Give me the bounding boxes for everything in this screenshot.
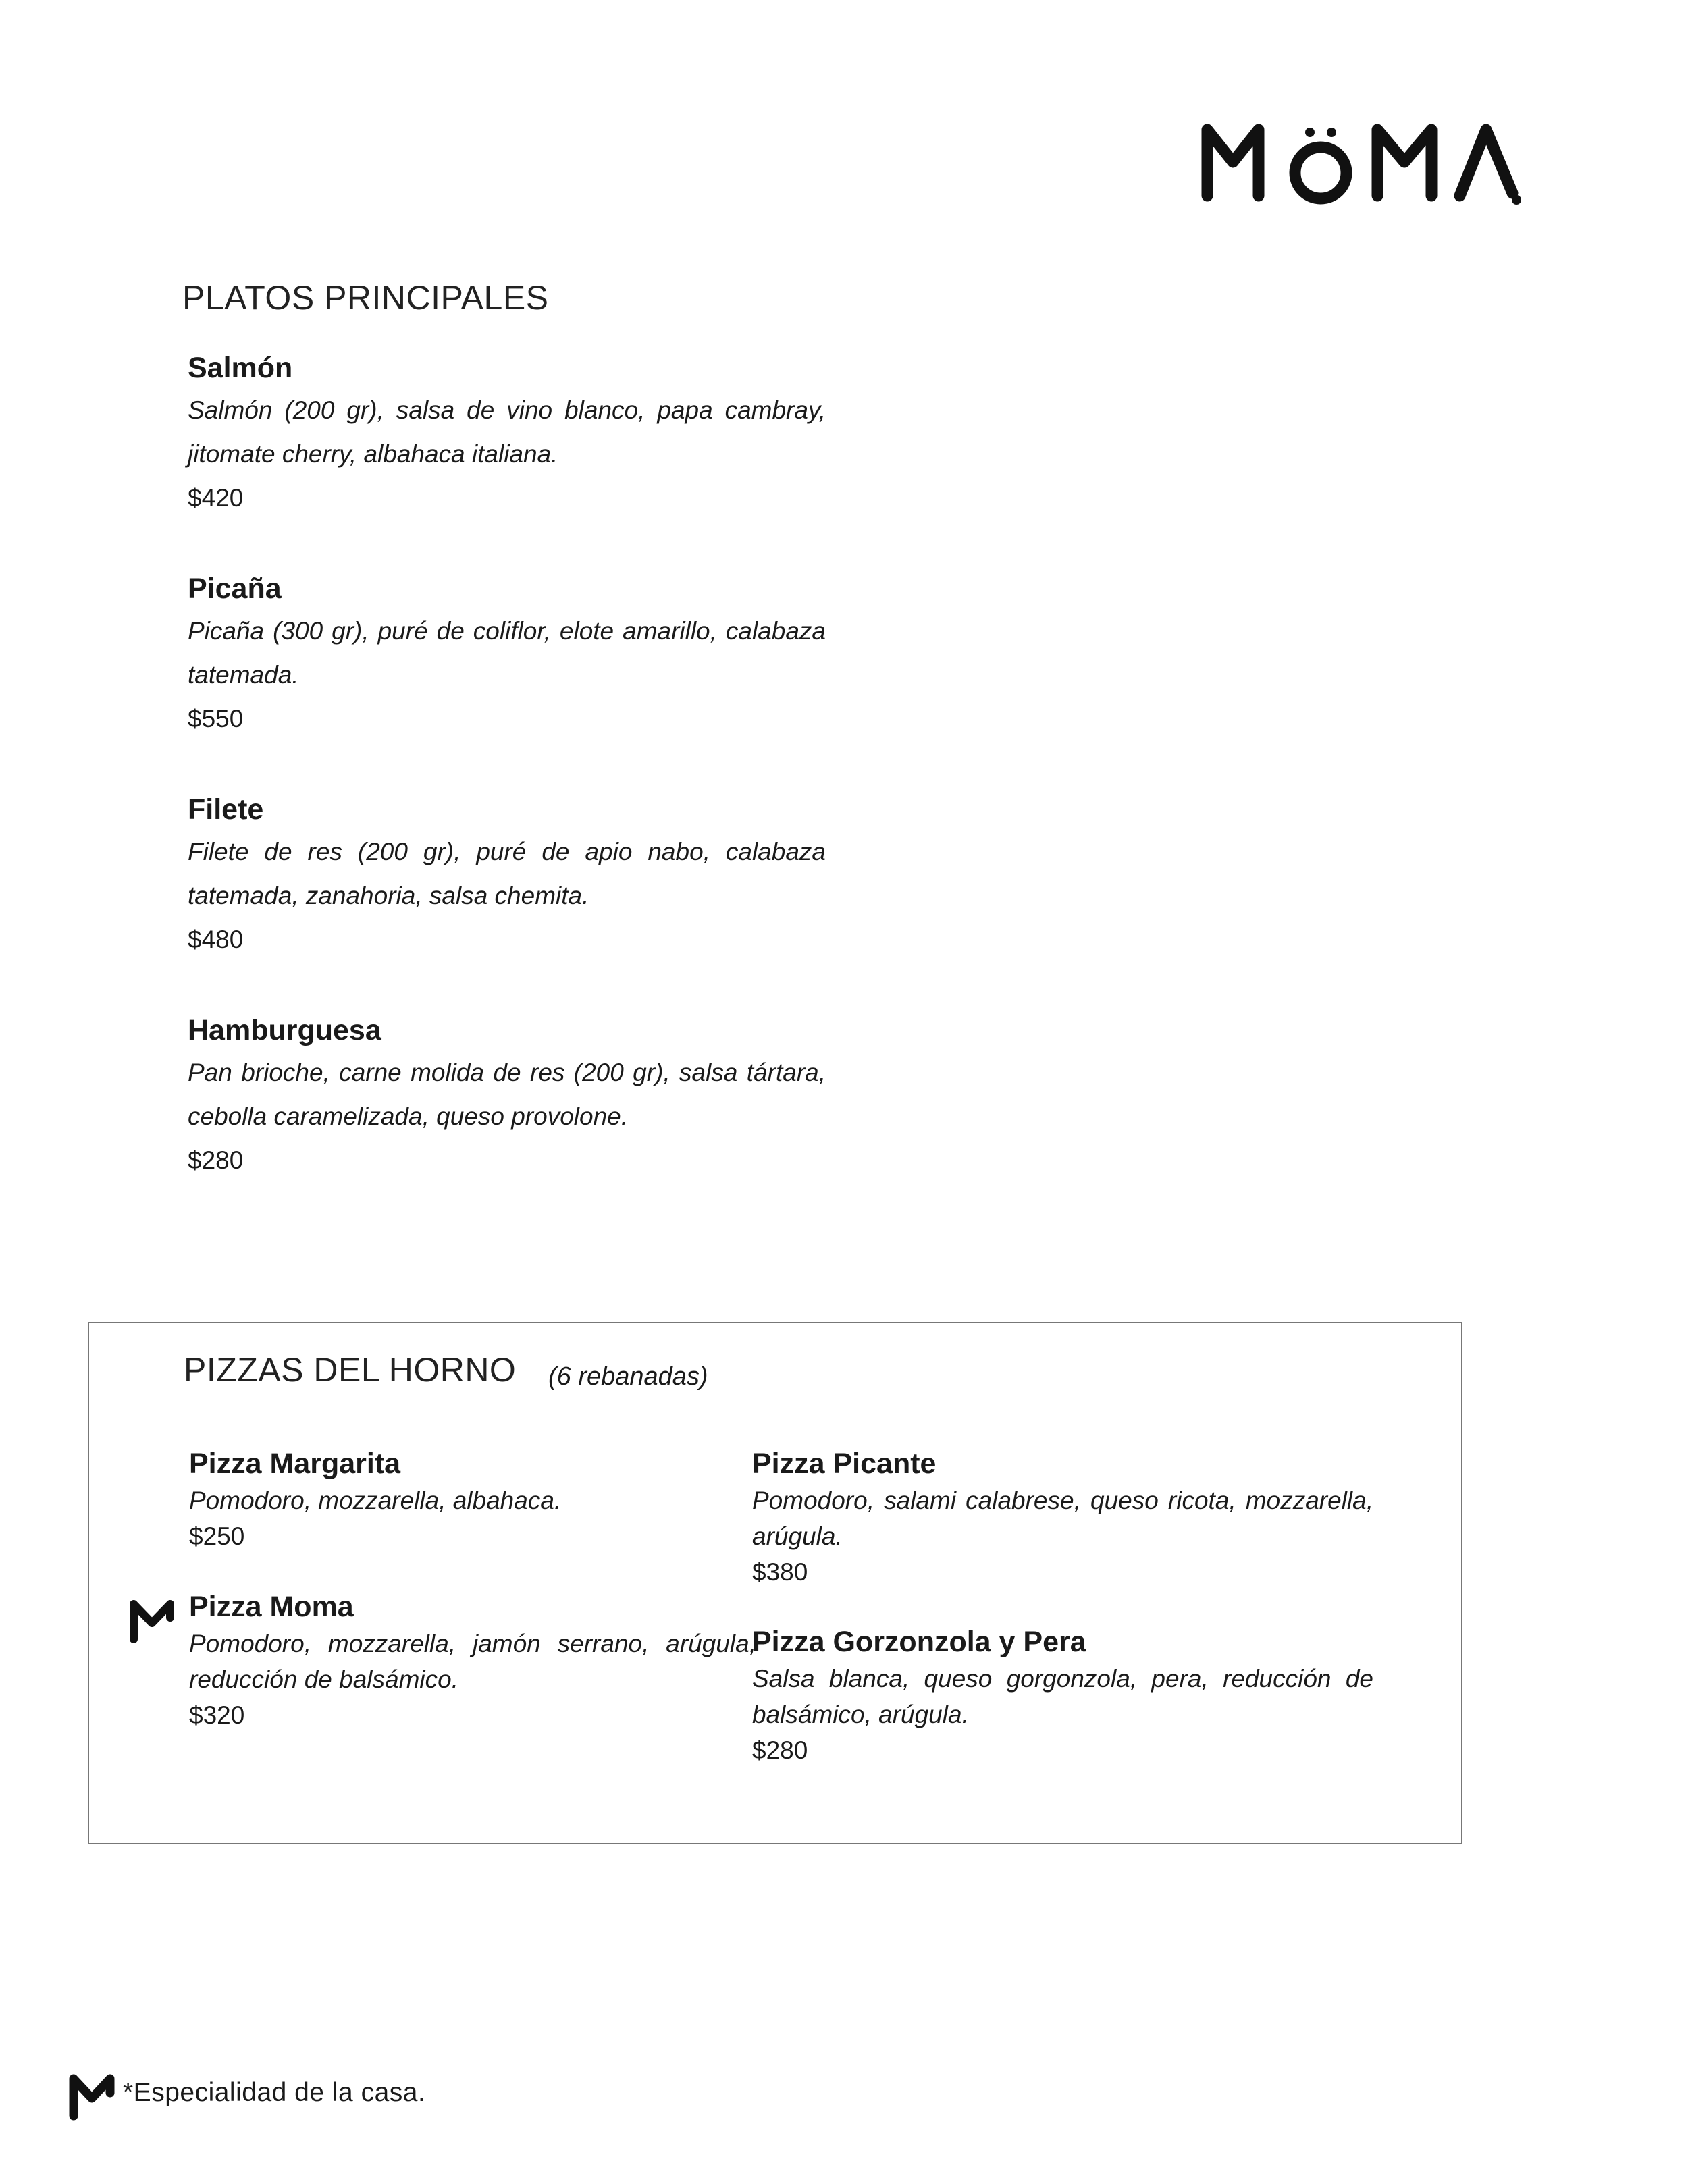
dish-item bbox=[188, 568, 826, 741]
dish-name: Hamburguesa bbox=[188, 1014, 381, 1046]
pizza-price: $250 bbox=[189, 1522, 245, 1550]
dish-description: Pan brioche, carne molida de res (200 gr), salsa tártara, cebolla caramelizada, queso provolone. bbox=[188, 1059, 826, 1130]
pizza-item bbox=[752, 1623, 1373, 1768]
dish-price: $480 bbox=[188, 926, 244, 953]
main-dishes-title: PLATOS PRINCIPALES bbox=[182, 279, 549, 317]
pizza-item bbox=[189, 1445, 810, 1554]
moma-logo bbox=[1201, 120, 1525, 208]
pizza-description: Salsa blanca, queso gorgonzola, pera, reducción de balsámico, arúgula. bbox=[752, 1665, 1373, 1728]
pizza-section bbox=[88, 1322, 1462, 1844]
dish-price: $550 bbox=[188, 705, 244, 733]
dish-name: Picaña bbox=[188, 572, 282, 605]
dish-name: Salmón bbox=[188, 352, 293, 384]
dish-description: Picaña (300 gr), puré de coliflor, elote amarillo, calabaza tatemada. bbox=[188, 617, 826, 689]
dish-price: $420 bbox=[188, 484, 244, 512]
pizza-name: Pizza Gorzonzola y Pera bbox=[752, 1626, 1086, 1658]
pizza-price: $320 bbox=[189, 1701, 245, 1729]
m-monogram-icon bbox=[68, 2073, 116, 2121]
dish-description: Filete de res (200 gr), puré de apio nabo, calabaza tatemada, zanahoria, salsa chemita. bbox=[188, 838, 826, 909]
m-monogram-icon bbox=[128, 1599, 176, 1643]
footer-note: *Especialidad de la casa. bbox=[123, 2078, 426, 2107]
pizza-section-note: (6 rebanadas) bbox=[548, 1362, 708, 1391]
pizza-name: Pizza Moma bbox=[189, 1591, 354, 1623]
pizza-price: $380 bbox=[752, 1558, 808, 1586]
pizza-name: Pizza Picante bbox=[752, 1447, 937, 1480]
pizza-name: Pizza Margarita bbox=[189, 1447, 401, 1480]
dish-item bbox=[188, 789, 826, 961]
pizza-item bbox=[752, 1445, 1373, 1590]
pizza-section-title: PIZZAS DEL HORNO bbox=[184, 1351, 517, 1389]
pizza-price: $280 bbox=[752, 1736, 808, 1764]
pizza-description: Pomodoro, mozzarella, jamón serrano, arúgula, reducción de balsámico. bbox=[189, 1630, 756, 1693]
dish-name: Filete bbox=[188, 793, 264, 826]
pizza-description: Pomodoro, mozzarella, albahaca. bbox=[189, 1487, 562, 1514]
dish-price: $280 bbox=[188, 1146, 244, 1174]
dish-item bbox=[188, 1010, 826, 1182]
dish-description: Salmón (200 gr), salsa de vino blanco, papa cambray, jitomate cherry, albahaca italiana. bbox=[188, 396, 826, 468]
pizza-item bbox=[189, 1588, 756, 1733]
pizza-description: Pomodoro, salami calabrese, queso ricota, mozzarella, arúgula. bbox=[752, 1487, 1373, 1550]
dish-item bbox=[188, 348, 826, 520]
